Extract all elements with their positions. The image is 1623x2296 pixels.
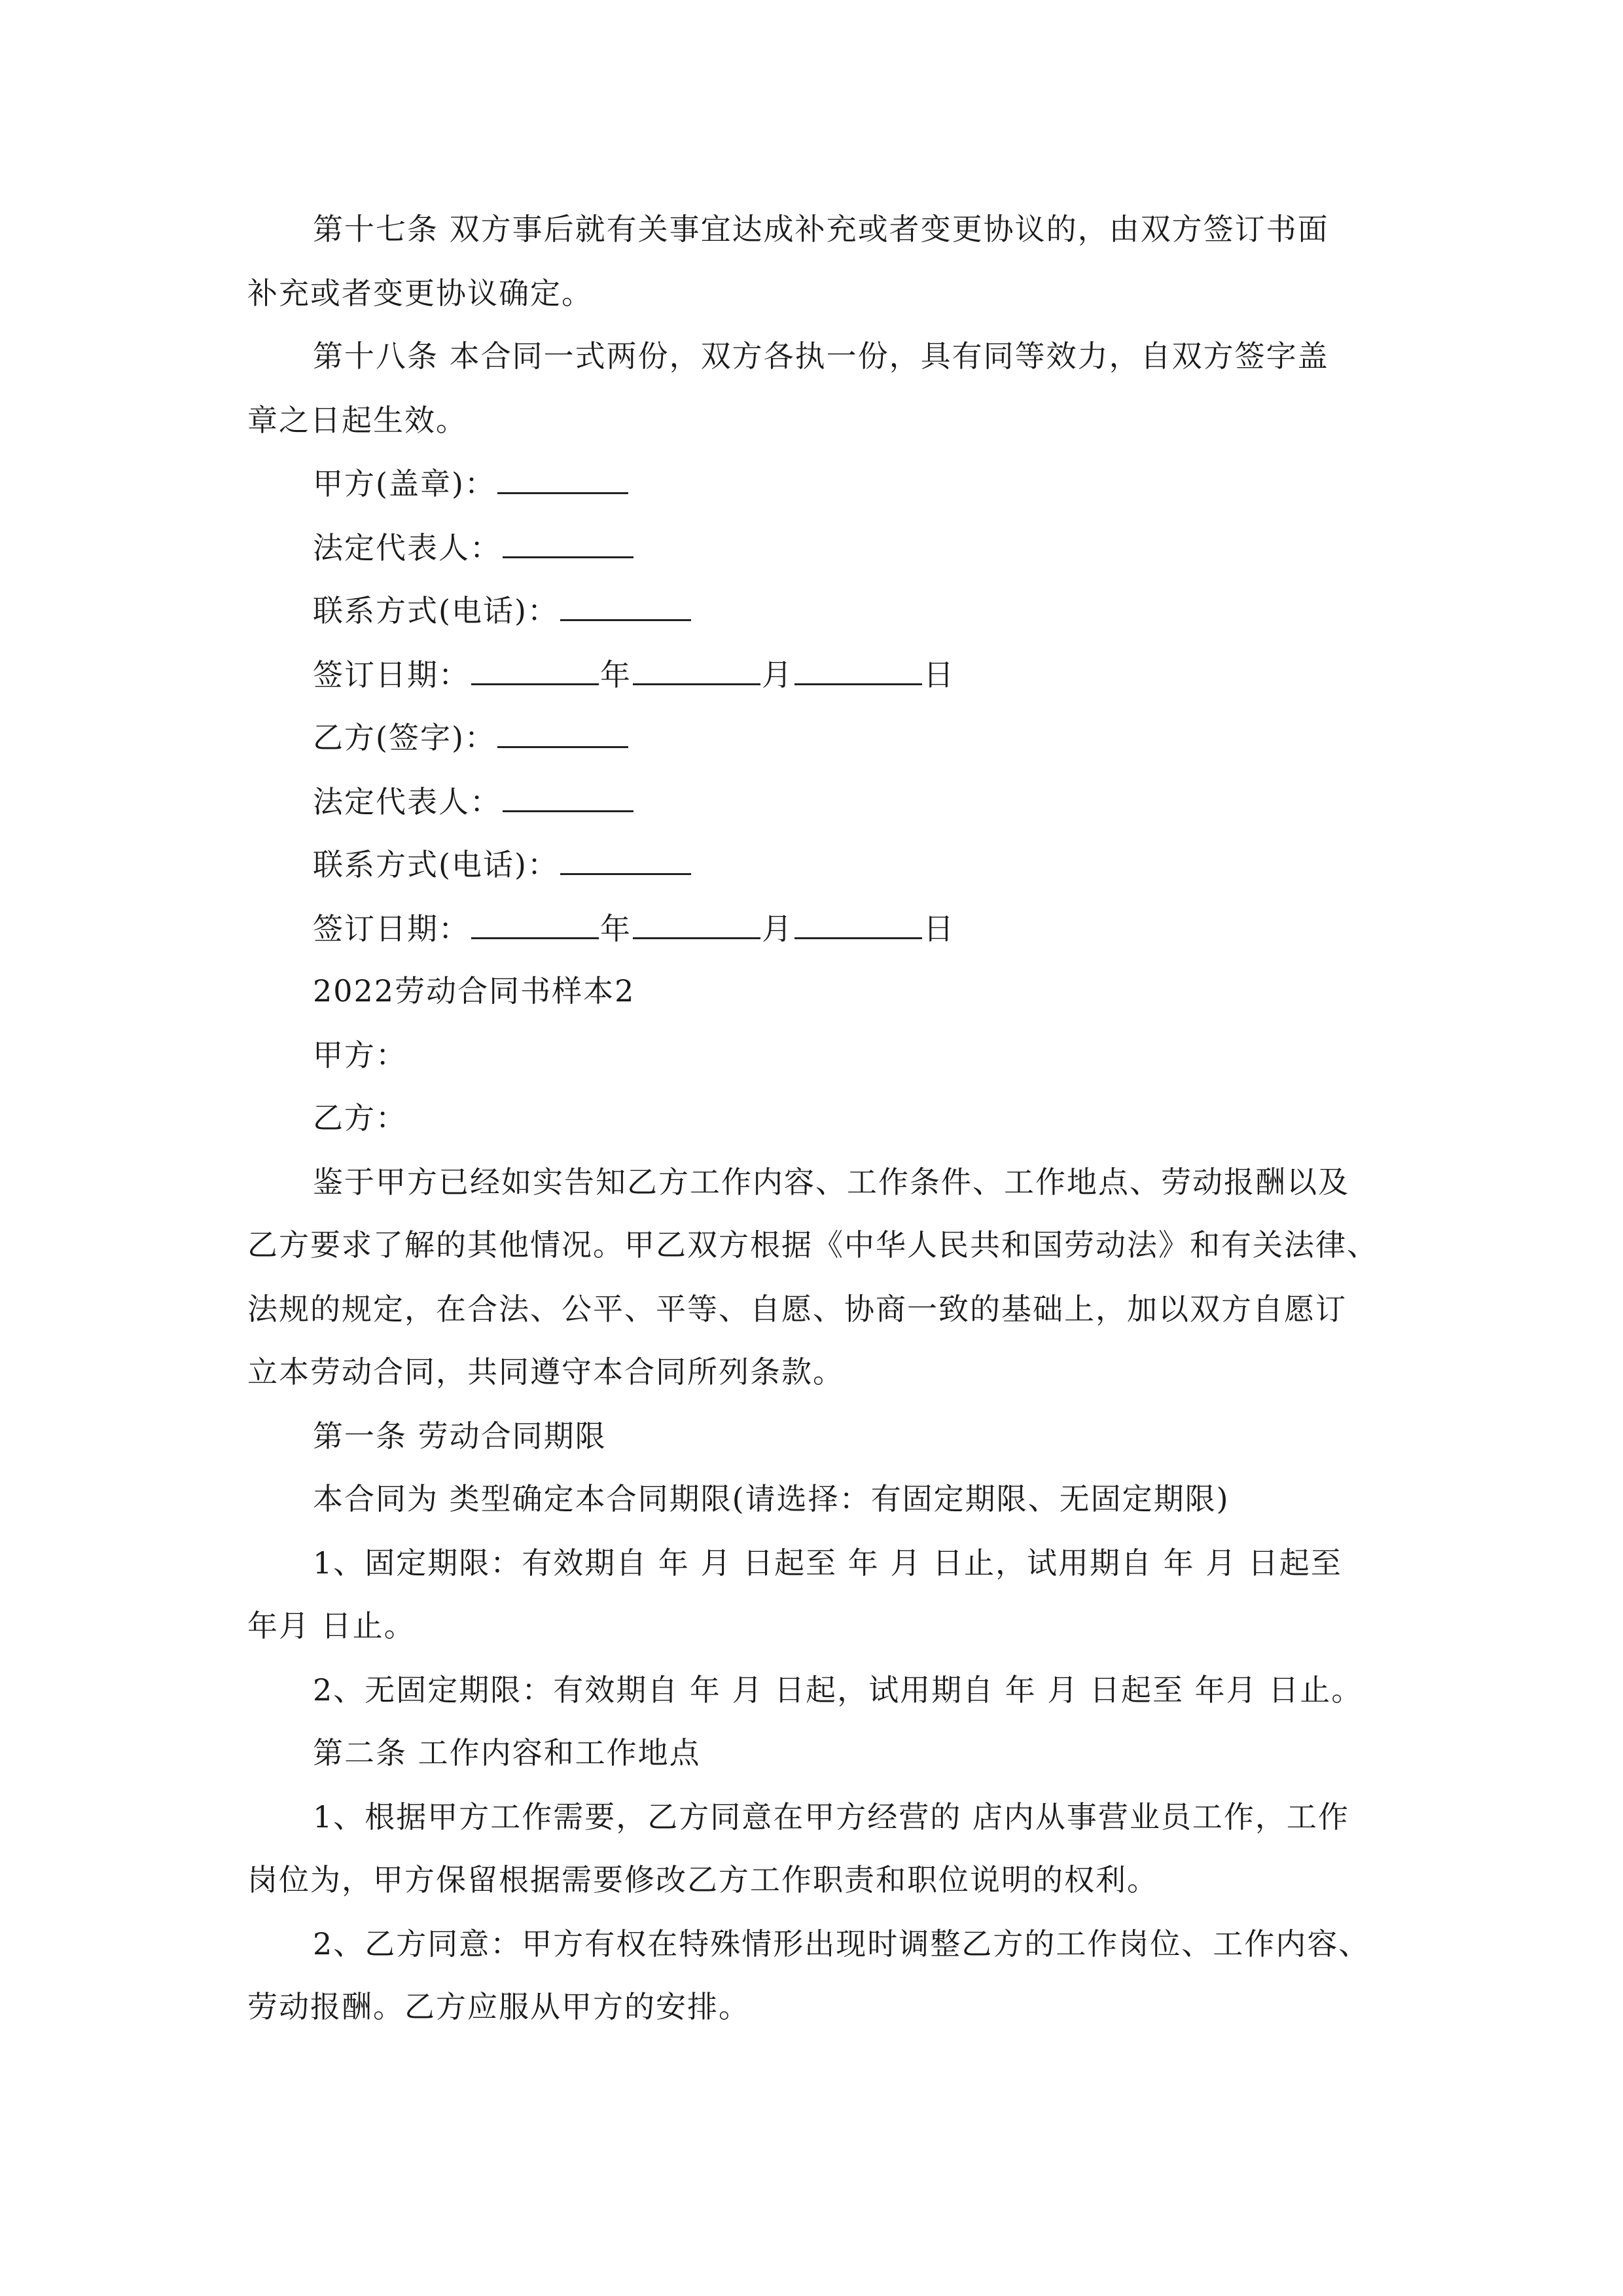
party-b-sign-blank[interactable] <box>497 717 628 748</box>
article-1-desc: 本合同为 类型确定本合同期限(请选择：有固定期限、无固定期限) <box>313 1481 1230 1516</box>
legal-rep-a-label: 法定代表人： <box>313 530 501 565</box>
article-1-item-2: 2、无固定期限：有效期自 年 月 日起，试用期自 年 月 日起至 年月 日止。 <box>313 1672 1363 1708</box>
contact-a-blank[interactable] <box>560 590 691 621</box>
preamble-line-3: 法规的规定，在合法、公平、平等、自愿、协商一致的基础上，加以双方自愿订 <box>247 1291 1347 1327</box>
preamble-line-1: 鉴于甲方已经如实告知乙方工作内容、工作条件、工作地点、劳动报酬以及 <box>313 1164 1349 1200</box>
day-a-blank[interactable] <box>794 655 922 685</box>
article-17-line-2: 补充或者变更协议确定。 <box>247 276 593 311</box>
article-2-item-1-line-2: 岗位为，甲方保留根据需要修改乙方工作职责和职位说明的权利。 <box>247 1862 1158 1897</box>
legal-rep-b-label: 法定代表人： <box>313 784 501 819</box>
month-a-blank[interactable] <box>633 655 760 685</box>
legal-rep-a-blank[interactable] <box>503 528 633 558</box>
contact-b-row <box>313 844 692 884</box>
sign-date-b-label: 签订日期： <box>313 911 470 946</box>
preamble-line-4: 立本劳动合同，共同遵守本合同所列条款。 <box>247 1354 844 1390</box>
article-1-item-1-line-1: 1、固定期限：有效期自 年 月 日起至 年 月 日止，试用期自 年 月 日起至 <box>313 1545 1342 1581</box>
party-a-heading: 甲方： <box>313 1037 407 1073</box>
article-18-line-2: 章之日起生效。 <box>247 403 467 438</box>
article-2-item-1-line-1: 1、根据甲方工作需要，乙方同意在甲方经营的 店内从事营业员工作，工作 <box>313 1799 1349 1835</box>
contact-b-blank[interactable] <box>560 844 691 875</box>
day-b-label: 日 <box>923 911 955 946</box>
day-a-label: 日 <box>923 657 955 692</box>
article-2-heading: 第二条 工作内容和工作地点 <box>313 1735 701 1770</box>
article-18-line-1: 第十八条 本合同一式两份，双方各执一份，具有同等效力，自双方签字盖 <box>313 338 1329 374</box>
month-a-label: 月 <box>762 657 793 692</box>
month-b-label: 月 <box>762 911 793 946</box>
contact-a-row <box>313 590 692 630</box>
party-b-sign-row <box>313 717 630 757</box>
legal-rep-b-blank[interactable] <box>503 781 633 812</box>
legal-rep-a-row <box>313 528 635 567</box>
contact-b-label: 联系方式(电话)： <box>313 847 559 882</box>
article-1-heading: 第一条 劳动合同期限 <box>313 1418 607 1454</box>
party-a-seal-row <box>313 463 630 503</box>
sign-date-a-row <box>313 655 955 694</box>
year-b-blank[interactable] <box>471 908 599 939</box>
party-b-heading: 乙方： <box>313 1100 407 1136</box>
article-2-item-2-line-2: 劳动报酬。乙方应服从甲方的安排。 <box>247 1989 750 2024</box>
sample-2-title: 2022劳动合同书样本2 <box>313 973 635 1009</box>
legal-rep-b-row <box>313 781 635 821</box>
contact-a-label: 联系方式(电话)： <box>313 593 559 628</box>
party-a-seal-label: 甲方(盖章)： <box>313 466 496 501</box>
party-a-seal-blank[interactable] <box>497 463 628 494</box>
article-1-item-1-line-2: 年月 日止。 <box>247 1608 416 1643</box>
article-2-item-2-line-1: 2、乙方同意：甲方有权在特殊情形出现时调整乙方的工作岗位、工作内容、 <box>313 1926 1370 1962</box>
sign-date-b-row <box>313 908 955 948</box>
year-b-label: 年 <box>600 911 632 946</box>
article-17-line-1: 第十七条 双方事后就有关事宜达成补充或者变更协议的，由双方签订书面 <box>313 211 1329 247</box>
party-b-sign-label: 乙方(签字)： <box>313 720 496 755</box>
year-a-blank[interactable] <box>471 655 599 685</box>
preamble-line-2: 乙方要求了解的其他情况。甲乙双方根据《中华人民共和国劳动法》和有关法律、 <box>247 1227 1378 1263</box>
year-a-label: 年 <box>600 657 632 692</box>
sign-date-a-label: 签订日期： <box>313 657 470 692</box>
day-b-blank[interactable] <box>794 908 922 939</box>
month-b-blank[interactable] <box>633 908 760 939</box>
